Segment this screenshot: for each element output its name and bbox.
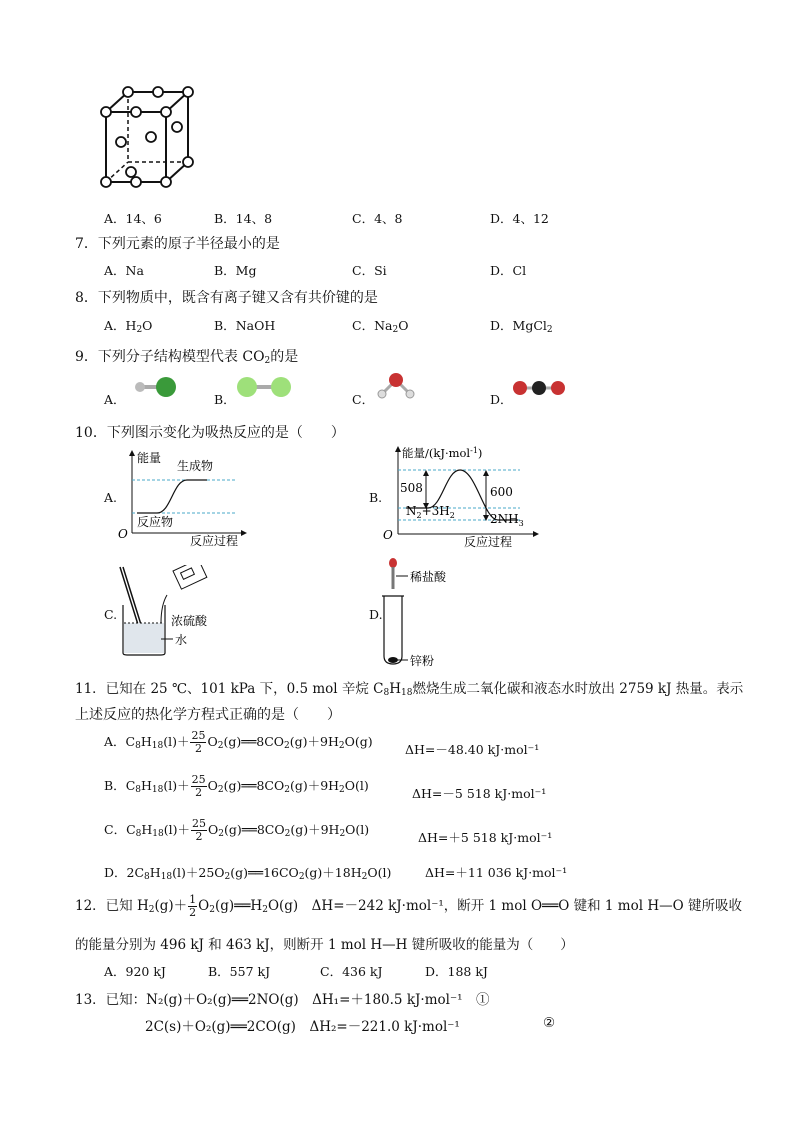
q8-option-d[interactable]: D．MgCl$_2$ bbox=[490, 318, 553, 335]
q10-a-energy-diagram bbox=[115, 448, 250, 550]
q11-option-a[interactable]: A．$C_8H_{18}(l)+$ $\frac{25}{2}$ $O_2(g)══8CO_2(g)+9H_2O(g)$ bbox=[104, 729, 373, 755]
q9-option-d[interactable]: D． bbox=[490, 392, 513, 407]
q7-option-c[interactable]: C．Si bbox=[352, 263, 387, 278]
q11-option-a-dh: ΔH=－48.40 kJ·mol⁻¹ bbox=[405, 742, 540, 757]
q8-option-b[interactable]: B．NaOH bbox=[214, 318, 276, 333]
q10-stem: 10．下列图示变化为吸热反应的是（ ） bbox=[75, 425, 345, 441]
q11-option-d-dh: ΔH=＋11 036 kJ·mol⁻¹ bbox=[425, 865, 568, 880]
q9-option-c[interactable]: C． bbox=[352, 392, 375, 407]
q11-stem-line2: 上述反应的热化学方程式正确的是（ ） bbox=[75, 707, 341, 723]
q9-model-c-icon bbox=[372, 370, 422, 402]
q10-b-ylabel: 能量/(kJ·mol$^{-1}$) bbox=[402, 446, 483, 460]
q10-d-testtube-figure bbox=[378, 556, 468, 668]
q10-option-a[interactable]: A. bbox=[104, 490, 118, 505]
q10-c-dilution-figure bbox=[115, 565, 235, 657]
q8-stem: 8．下列物质中，既含有离子键又含有共价键的是 bbox=[75, 290, 378, 306]
q10-a-xlabel: 反应过程 bbox=[190, 534, 239, 548]
q7-option-a[interactable]: A．Na bbox=[104, 263, 144, 278]
q9-model-b-icon bbox=[235, 375, 295, 399]
q9-model-d-icon bbox=[508, 377, 570, 399]
q12-option-a[interactable]: A．920 kJ bbox=[104, 964, 166, 979]
q12-stem-line1: 12．已知 $H_2(g)+$ $\frac{1}{2}$ $O_2(g)══H_2O(g)$ ΔH=－242 kJ·mol⁻¹，断开 1 mol O══O 键和 1 mol H—O 键所吸收 bbox=[75, 893, 742, 919]
q7-stem: 7．下列元素的原子半径最小的是 bbox=[75, 236, 280, 252]
q10-b-origin: O bbox=[383, 528, 393, 542]
q6-option-d[interactable]: D．4、12 bbox=[490, 211, 549, 226]
q10-b-xlabel: 反应过程 bbox=[464, 535, 513, 549]
q9-stem: 9．下列分子结构模型代表 $CO_2$的是 bbox=[75, 349, 299, 366]
q7-option-b[interactable]: B．Mg bbox=[214, 263, 257, 278]
q10-b-value-508: 508 bbox=[400, 481, 423, 495]
q10-d-label-acid: 稀盐酸 bbox=[410, 570, 447, 584]
q6-option-b[interactable]: B．14、8 bbox=[214, 211, 273, 226]
q13-mark2: ② bbox=[543, 1015, 556, 1031]
q10-a-product: 生成物 bbox=[177, 459, 214, 473]
q10-b-reactants: $N_2+3H_2$ bbox=[406, 504, 455, 520]
q10-c-label-water: 水 bbox=[175, 633, 188, 647]
q8-option-a[interactable]: A．$H_2O$ bbox=[104, 318, 153, 335]
q12-option-b[interactable]: B．557 kJ bbox=[208, 964, 271, 979]
q8-option-c[interactable]: C．$Na_2O$ bbox=[352, 318, 409, 335]
q11-option-b[interactable]: B．$C_8H_{18}(l)+$ $\frac{25}{2}$ $O_2(g)══8CO_2(g)+9H_2O(l)$ bbox=[104, 773, 369, 799]
crystal-cell-figure bbox=[96, 82, 206, 194]
q13-line1: 13．已知：N₂(g)＋O₂(g)══2NO(g) ΔH₁=＋180.5 kJ·mol⁻¹ ① bbox=[75, 992, 490, 1008]
q11-stem-line1: 11．已知在 25 ℃、101 kPa 下，0.5 mol 辛烷 $C_8H_{18}$燃烧生成二氧化碳和液态水时放出 2759 kJ 热量。表示 bbox=[75, 681, 744, 698]
q7-option-d[interactable]: D．Cl bbox=[490, 263, 527, 278]
q10-b-value-600: 600 bbox=[490, 485, 513, 499]
q13-line2: 2C(s)＋O₂(g)══2CO(g) ΔH₂=－221.0 kJ·mol⁻¹ bbox=[145, 1019, 460, 1035]
q10-option-c[interactable]: C. bbox=[104, 607, 118, 622]
q10-b-products: $2NH_3$ bbox=[490, 512, 524, 528]
q12-option-c[interactable]: C．436 kJ bbox=[320, 964, 383, 979]
q12-stem-line2: 的能量分别为 496 kJ 和 463 kJ，则断开 1 mol H—H 键所吸收的能量为（ ） bbox=[75, 937, 574, 953]
q9-model-a-icon bbox=[130, 375, 180, 399]
q9-option-b[interactable]: B． bbox=[214, 392, 236, 407]
q11-option-c[interactable]: C．$C_8H_{18}(l)+$ $\frac{25}{2}$ $O_2(g)══8CO_2(g)+9H_2O(l)$ bbox=[104, 817, 370, 843]
q10-d-label-zinc: 锌粉 bbox=[410, 654, 435, 668]
q6-option-a[interactable]: A．14、6 bbox=[104, 211, 162, 226]
q12-option-d[interactable]: D．188 kJ bbox=[425, 964, 488, 979]
q11-option-d[interactable]: D．$2C_8H_{18}(l)+25O_2(g)══16CO_2(g)+18H_2O(l)$ bbox=[104, 865, 392, 882]
q11-option-c-dh: ΔH=＋5 518 kJ·mol⁻¹ bbox=[418, 830, 553, 845]
q10-a-reactant: 反应物 bbox=[137, 515, 174, 529]
q9-option-a[interactable]: A． bbox=[104, 392, 126, 407]
q10-b-energy-diagram bbox=[380, 444, 545, 550]
q6-option-c[interactable]: C．4、8 bbox=[352, 211, 403, 226]
q10-a-origin: O bbox=[118, 527, 128, 541]
q10-option-b[interactable]: B. bbox=[369, 490, 383, 505]
q10-option-d[interactable]: D. bbox=[369, 607, 383, 622]
q10-c-label-acid: 浓硫酸 bbox=[171, 614, 208, 628]
q11-option-b-dh: ΔH=－5 518 kJ·mol⁻¹ bbox=[412, 786, 547, 801]
q10-a-ylabel: 能量 bbox=[137, 451, 162, 465]
